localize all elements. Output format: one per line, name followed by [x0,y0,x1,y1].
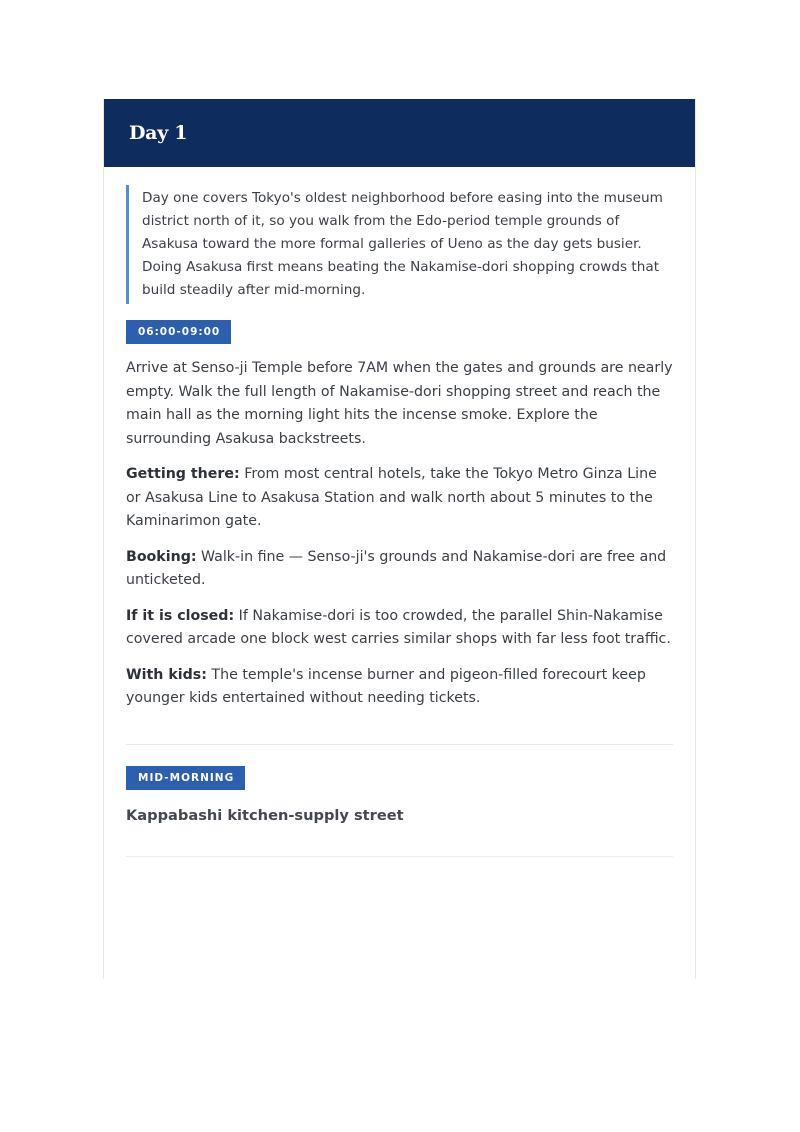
getting-there-label: Getting there: [126,466,240,482]
slot-description: Arrive at Senso-ji Temple before 7AM when the gates and grounds are nearly empty. Walk the full length of Nakamise-dori shopping street and reach the main hall as the morning light hits the incense smoke. Explore the surrounding Asakusa backstreets. [126,360,673,447]
day-title: Day 1 [129,122,188,144]
if-closed [126,605,673,652]
day-content [104,167,695,857]
with-kids-text: The temple's incense burner and pigeon-filled forecourt keep younger kids entertained without needing tickets. [126,666,646,706]
booking-label: Booking: [126,548,197,565]
getting-there [126,463,673,534]
day-intro: Day one covers Tokyo's oldest neighborhood before easing into the museum district north of it, so you walk from the Edo-period temple grounds of Asakusa toward the more formal galleries of Ueno as the day gets busier. Doing Asakusa first means beating the Nakamise-dori shopping crowds that build steadily after mid-morning. [126,185,673,304]
time-badge: MID-MORNING [126,766,245,790]
time-slot-mid-morning [126,745,673,827]
slot-title: Kappabashi kitchen-supply street [126,806,404,824]
if-closed-text: If Nakamise-dori is too crowded, the parallel Shin-Nakamise covered arcade one block west carries similar shops with far less foot traffic. [126,607,671,647]
if-closed-label: If it is closed: [126,607,235,624]
time-badge: 06:00-09:00 [126,320,231,344]
time-slot-early-morning [126,304,673,711]
with-kids-label: With kids: [126,666,207,683]
booking [126,546,673,593]
fade-overlay [104,839,695,979]
day-header [104,99,695,167]
day-card [103,99,696,979]
booking-text: Walk-in fine — Senso-ji's grounds and Nakamise-dori are free and unticketed. [126,548,667,588]
getting-there-text: From most central hotels, take the Tokyo Metro Ginza Line or Asakusa Line to Asakusa Station and walk north about 5 minutes to the Kaminarimon gate. [126,466,657,529]
with-kids [126,664,673,711]
